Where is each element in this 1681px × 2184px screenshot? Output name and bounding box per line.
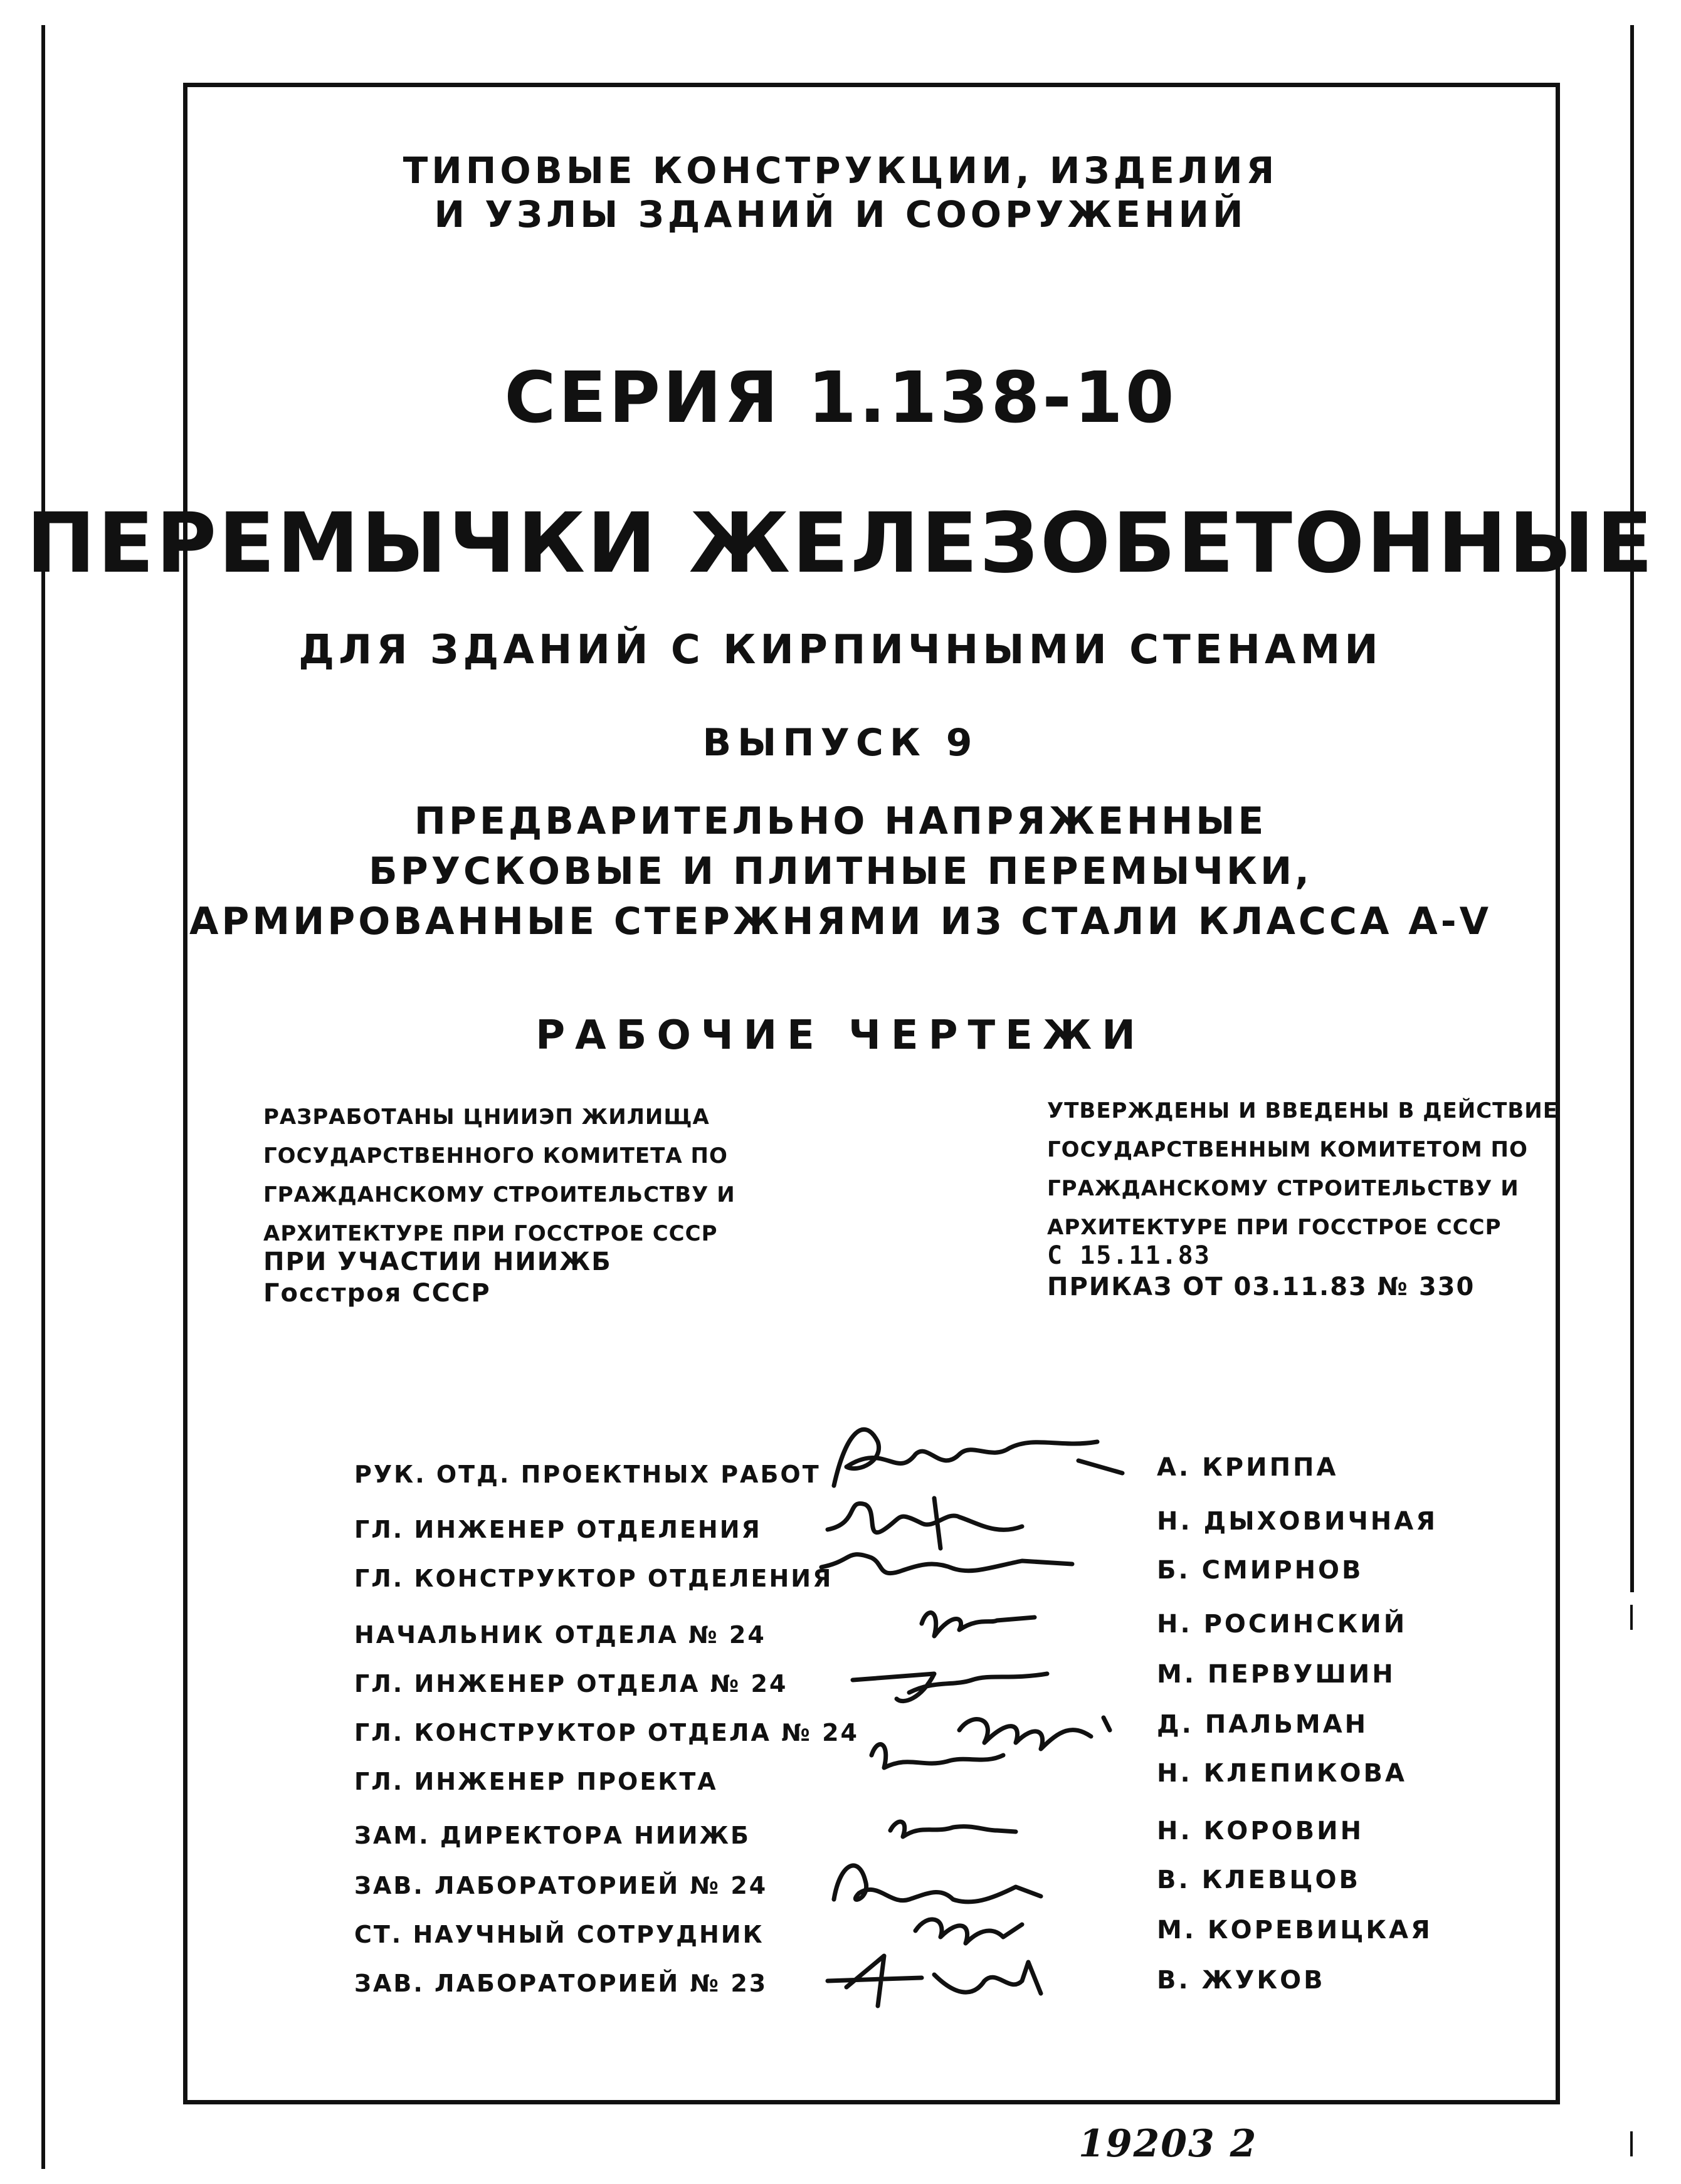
signatory-role: ЗАМ. ДИРЕКТОРА НИИЖБ bbox=[354, 1822, 751, 1849]
left-binding-line bbox=[41, 25, 45, 2169]
signatory-role: ГЛ. КОНСТРУКТОР ОТДЕЛЕНИЯ bbox=[354, 1565, 833, 1592]
document-title: ПЕРЕМЫЧКИ ЖЕЛЕЗОБЕТОННЫЕ bbox=[26, 495, 1655, 592]
developed-by-line-3: ГРАЖДАНСКОМУ СТРОИТЕЛЬСТВУ И bbox=[263, 1182, 735, 1207]
description-line-2: БРУСКОВЫЕ И ПЛИТНЫЕ ПЕРЕМЫЧКИ, bbox=[369, 849, 1312, 893]
signatory-name: А. КРИППА bbox=[1157, 1453, 1339, 1482]
signature-3 bbox=[821, 1555, 1072, 1573]
developed-by-line-4: АРХИТЕКТУРЕ ПРИ ГОССТРОЕ СССР bbox=[263, 1221, 718, 1246]
signature-8 bbox=[890, 1822, 1016, 1837]
signatory-name: В. ЖУКОВ bbox=[1157, 1966, 1325, 1995]
signature-5 bbox=[853, 1674, 1047, 1701]
series-number: СЕРИЯ 1.138-10 bbox=[504, 357, 1177, 439]
description-line-1: ПРЕДВАРИТЕЛЬНО НАПРЯЖЕННЫЕ bbox=[414, 799, 1267, 843]
signatory-name: Н. КЛЕПИКОВА bbox=[1157, 1759, 1407, 1788]
signature-10 bbox=[915, 1919, 1022, 1943]
right-binding-mark bbox=[1630, 1605, 1633, 1630]
approved-by-line-4: АРХИТЕКТУРЕ ПРИ ГОССТРОЕ СССР bbox=[1047, 1215, 1502, 1240]
signature-1 bbox=[834, 1429, 1122, 1486]
description-line-3: АРМИРОВАННЫЕ СТЕРЖНЯМИ ИЗ СТАЛИ КЛАССА А-V bbox=[189, 900, 1492, 943]
document-subtitle: ДЛЯ ЗДАНИЙ С КИРПИЧНЫМИ СТЕНАМИ bbox=[298, 627, 1383, 673]
document-type: РАБОЧИЕ ЧЕРТЕЖИ bbox=[535, 1012, 1146, 1059]
signatory-name: Б. СМИРНОВ bbox=[1157, 1556, 1364, 1585]
signatory-name: М. КОРЕВИЦКАЯ bbox=[1157, 1916, 1433, 1945]
developed-by-line-6: Госстроя СССР bbox=[263, 1279, 491, 1308]
signatory-role: ГЛ. ИНЖЕНЕР ОТДЕЛА № 24 bbox=[354, 1670, 788, 1698]
signatory-name: Н. РОСИНСКИЙ bbox=[1157, 1610, 1408, 1639]
signatory-role: ЗАВ. ЛАБОРАТОРИЕЙ № 24 bbox=[354, 1872, 768, 1899]
signatory-role: СТ. НАУЧНЫЙ СОТРУДНИК bbox=[354, 1921, 764, 1948]
developed-by-line-2: ГОСУДАРСТВЕННОГО КОМИТЕТА ПО bbox=[263, 1143, 728, 1168]
archive-number: 19203 2 bbox=[1078, 2122, 1258, 2166]
signatory-role: РУК. ОТД. ПРОЕКТНЫХ РАБОТ bbox=[354, 1461, 821, 1488]
signature-7 bbox=[872, 1745, 1003, 1768]
developed-by-line-1: РАЗРАБОТАНЫ ЦНИИЭП ЖИЛИЩА bbox=[263, 1105, 710, 1130]
developed-by-line-5: ПРИ УЧАСТИИ НИИЖБ bbox=[263, 1247, 612, 1276]
signature-6 bbox=[959, 1718, 1110, 1749]
signatory-name: М. ПЕРВУШИН bbox=[1157, 1660, 1396, 1689]
right-binding-mark-lower bbox=[1630, 2131, 1633, 2156]
signatory-name: Н. ДЫХОВИЧНАЯ bbox=[1157, 1507, 1438, 1536]
signatory-name: Н. КОРОВИН bbox=[1157, 1817, 1364, 1845]
approved-by-date: С 15.11.83 bbox=[1047, 1241, 1211, 1270]
issue-number: ВЫПУСК 9 bbox=[702, 721, 979, 765]
signatory-role: ЗАВ. ЛАБОРАТОРИЕЙ № 23 bbox=[354, 1970, 768, 1997]
signatory-role: ГЛ. КОНСТРУКТОР ОТДЕЛА № 24 bbox=[354, 1719, 859, 1746]
signatory-name: Д. ПАЛЬМАН bbox=[1157, 1710, 1369, 1739]
header-line-1: ТИПОВЫЕ КОНСТРУКЦИИ, ИЗДЕЛИЯ bbox=[403, 149, 1278, 192]
signature-4 bbox=[922, 1613, 1035, 1636]
signatory-role: ГЛ. ИНЖЕНЕР ОТДЕЛЕНИЯ bbox=[354, 1516, 762, 1543]
approved-by-order: ПРИКАЗ ОТ 03.11.83 № 330 bbox=[1047, 1273, 1475, 1301]
signature-2 bbox=[828, 1498, 1022, 1548]
approved-by-line-1: УТВЕРЖДЕНЫ И ВВЕДЕНЫ В ДЕЙСТВИЕ bbox=[1047, 1098, 1558, 1123]
signatory-role: ГЛ. ИНЖЕНЕР ПРОЕКТА bbox=[354, 1768, 718, 1795]
approved-by-line-3: ГРАЖДАНСКОМУ СТРОИТЕЛЬСТВУ И bbox=[1047, 1176, 1519, 1201]
signatory-role: НАЧАЛЬНИК ОТДЕЛА № 24 bbox=[354, 1621, 766, 1649]
approved-by-line-2: ГОСУДАРСТВЕННЫМ КОМИТЕТОМ ПО bbox=[1047, 1137, 1528, 1162]
signatory-name: В. КЛЕВЦОВ bbox=[1157, 1866, 1361, 1894]
signature-9 bbox=[834, 1866, 1041, 1902]
header-line-2: И УЗЛЫ ЗДАНИЙ И СООРУЖЕНИЙ bbox=[434, 193, 1247, 236]
signature-11 bbox=[828, 1956, 1041, 2006]
handwritten-signatures bbox=[809, 1404, 1198, 2031]
